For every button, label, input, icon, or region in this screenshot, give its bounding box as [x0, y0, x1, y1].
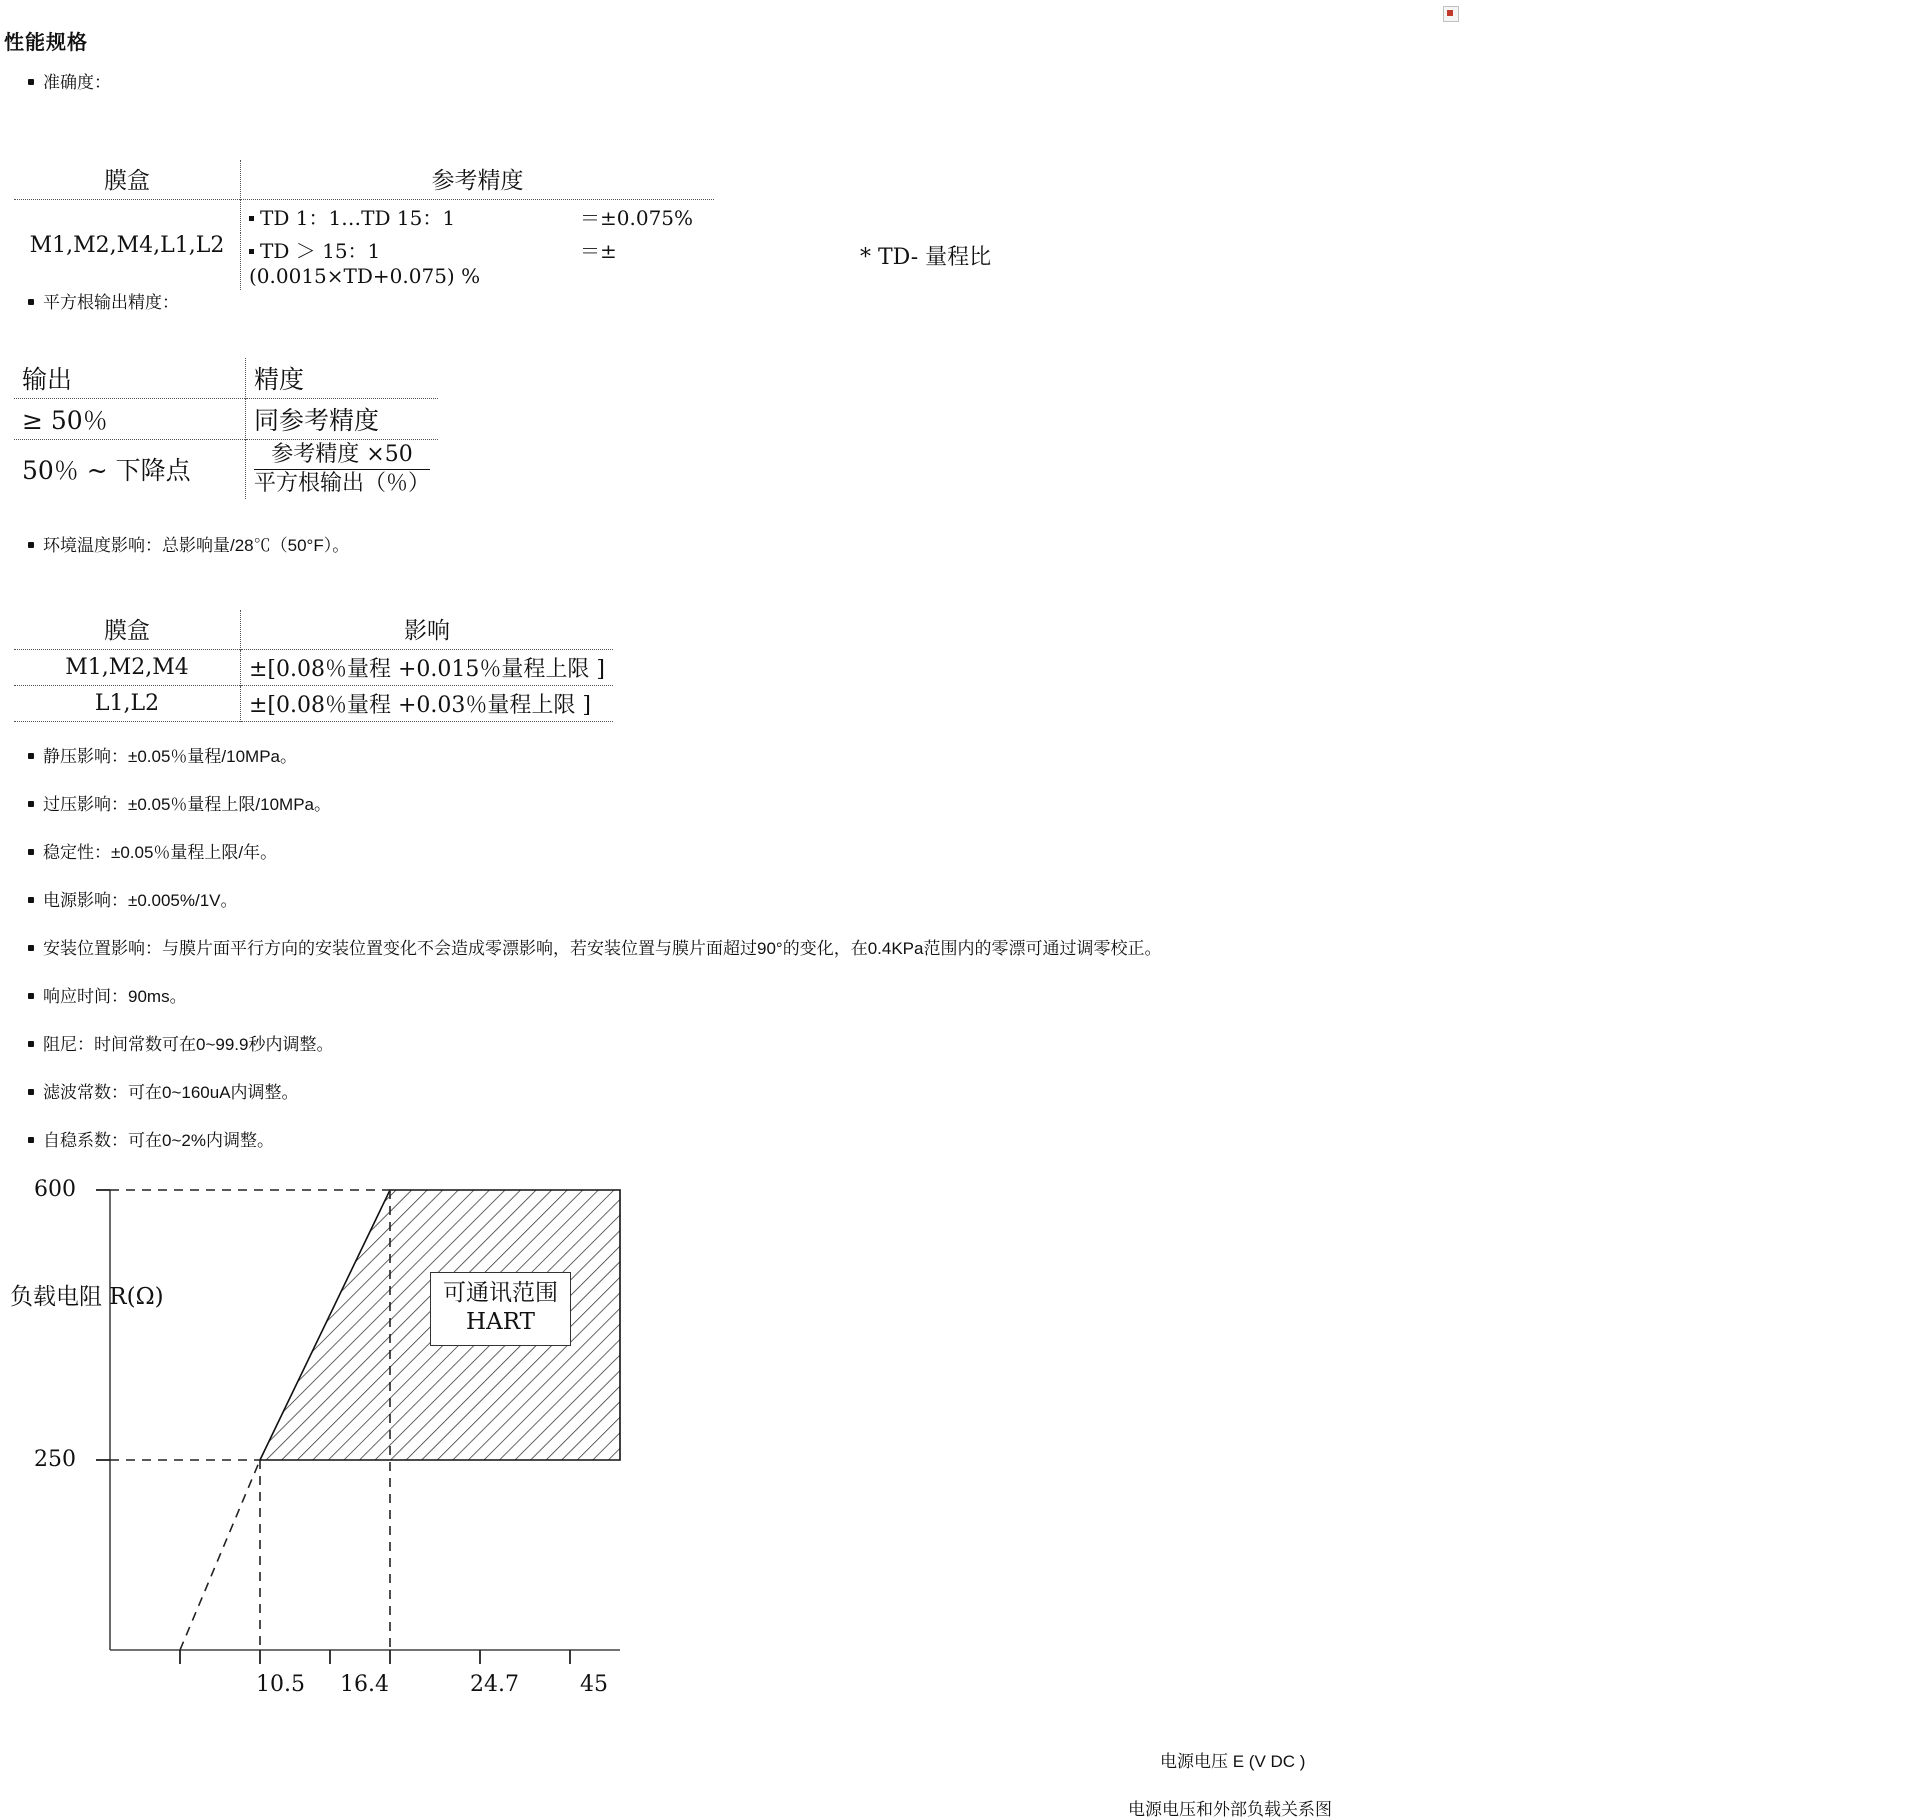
square-bullet-icon — [249, 249, 254, 254]
table-sqrt-header-accuracy: 精度 — [246, 358, 439, 399]
fraction-denominator: 平方根输出（％） — [254, 470, 431, 496]
table-temperature-effect — [14, 610, 714, 722]
bullet-dot-icon — [28, 299, 34, 305]
bullet-dot-icon — [28, 993, 34, 999]
table-sqrt-row1-output: ≥ 50％ — [14, 399, 246, 440]
bullet-stability — [28, 838, 277, 863]
table-temp-row1-model: M1,M2,M4 — [14, 650, 241, 686]
td-footnote: * TD- 量程比 — [860, 245, 992, 270]
table-accuracy-row1-right: ＝±0.075% — [580, 206, 694, 230]
table-temp-header-effect: 影响 — [241, 610, 614, 650]
table-sqrt-accuracy — [14, 358, 534, 499]
chart-svg — [0, 1150, 820, 1770]
bullet-dot-icon — [28, 801, 34, 807]
table-accuracy-row2-right: ＝±(0.0015×TD+0.075) % — [249, 239, 617, 288]
bullet-overpressure — [28, 790, 331, 815]
table-sqrt-header-output: 输出 — [22, 365, 73, 394]
fraction — [254, 442, 430, 497]
y-axis-title — [10, 1282, 164, 1313]
bullet-dot-icon — [28, 945, 34, 951]
table-reference-accuracy — [14, 160, 714, 290]
hart-annotation-line1: 可通讯范围 — [443, 1280, 558, 1306]
xtick-label-10-5: 10.5 — [256, 1672, 305, 1697]
table-temp-row2-effect: ±[0.08％量程 +0.03％量程上限 ] — [241, 686, 614, 722]
table-temp-row2-model: L1,L2 — [14, 686, 241, 722]
xtick-label-45: 45 — [580, 1672, 608, 1697]
bullet-dot-icon — [28, 542, 34, 548]
bullet-dot-icon — [28, 1089, 34, 1095]
table-temp-header-model: 膜盒 — [104, 618, 150, 644]
chart-x-axis-caption: 电源电压 E (V DC ) — [1160, 1752, 1306, 1771]
bullet-stability-label: 稳定性：±0.05％量程上限/年。 — [43, 843, 278, 862]
table-accuracy-row-1 — [241, 200, 715, 234]
chart-figure-caption: 电源电压和外部负载关系图 — [1128, 1800, 1332, 1819]
bullet-dot-icon — [28, 753, 34, 759]
xtick-label-24-7: 24.7 — [470, 1672, 519, 1697]
bullet-sqrt — [28, 288, 179, 313]
load-resistance-chart — [0, 1150, 1400, 1770]
fraction-numerator: 参考精度 ×50 — [254, 442, 430, 470]
table-sqrt-row1-accuracy: 同参考精度 — [246, 399, 439, 440]
hart-annotation-line2: HART — [466, 1308, 535, 1335]
bullet-mounting-position-label: 安装位置影响：与膜片面平行方向的安装位置变化不会造成零漂影响，若安装位置与膜片面超过90°的变化，在0.4KPa范围内的零漂可通过调零校正。 — [43, 939, 1162, 958]
bullet-response-time-label: 响应时间：90ms。 — [43, 987, 187, 1006]
bullet-dot-icon — [28, 1041, 34, 1047]
lower-slope-dashed — [180, 1460, 260, 1650]
bullet-dot-icon — [28, 79, 34, 85]
xtick-label-16-4: 16.4 — [340, 1672, 389, 1697]
bullet-static-pressure — [28, 742, 297, 767]
broken-image-icon — [1443, 6, 1459, 22]
bullet-filter-constant-label: 滤波常数：可在0~160uA内调整。 — [43, 1083, 299, 1102]
bullet-dot-icon — [28, 849, 34, 855]
y-axis-title-text: 负载电阻 R(Ω) — [10, 1284, 164, 1310]
ytick-label-250: 250 — [34, 1447, 76, 1472]
bullet-accuracy-label: 准确度： — [43, 73, 111, 92]
table-sqrt-row2-accuracy — [246, 440, 439, 499]
table-accuracy-row2-left: TD ＞ 15：1 — [260, 239, 381, 263]
bullet-power-supply — [28, 886, 238, 911]
table-accuracy-row-2 — [241, 233, 715, 290]
bullet-accuracy — [28, 68, 111, 93]
bullet-damping-label: 阻尼：时间常数可在0~99.9秒内调整。 — [43, 1035, 334, 1054]
bullet-mounting-position — [28, 934, 1161, 959]
bullet-self-stabilization — [28, 1126, 274, 1151]
bullet-dot-icon — [28, 897, 34, 903]
table-accuracy-header-accuracy: 参考精度 — [241, 160, 715, 200]
bullet-temperature — [28, 531, 349, 556]
bullet-self-stabilization-label: 自稳系数：可在0~2%内调整。 — [43, 1131, 274, 1150]
table-sqrt-row2-output: 50％ ~ 下降点 — [14, 440, 246, 499]
bullet-power-supply-label: 电源影响：±0.005%/1V。 — [43, 891, 238, 910]
table-accuracy-header-model: 膜盒 — [104, 168, 150, 194]
hart-annotation-box — [430, 1272, 571, 1346]
bullet-sqrt-label: 平方根输出精度： — [43, 293, 179, 312]
bullet-filter-constant — [28, 1078, 299, 1103]
bullet-overpressure-label: 过压影响：±0.05％量程上限/10MPa。 — [43, 795, 332, 814]
table-accuracy-row1-left: TD 1：1…TD 15：1 — [260, 206, 456, 230]
square-bullet-icon — [249, 216, 254, 221]
bullet-static-pressure-label: 静压影响：±0.05％量程/10MPa。 — [43, 747, 298, 766]
bullet-temperature-label: 环境温度影响：总影响量/28℃（50°F）。 — [43, 536, 350, 555]
page-title: 性能规格 — [4, 32, 88, 54]
table-accuracy-model-cell: M1,M2,M4,L1,L2 — [14, 200, 241, 291]
bullet-response-time — [28, 982, 187, 1007]
table-temp-row1-effect: ±[0.08％量程 +0.015％量程上限 ] — [241, 650, 614, 686]
bullet-damping — [28, 1030, 333, 1055]
ytick-label-600: 600 — [34, 1177, 76, 1202]
bullet-dot-icon — [28, 1137, 34, 1143]
